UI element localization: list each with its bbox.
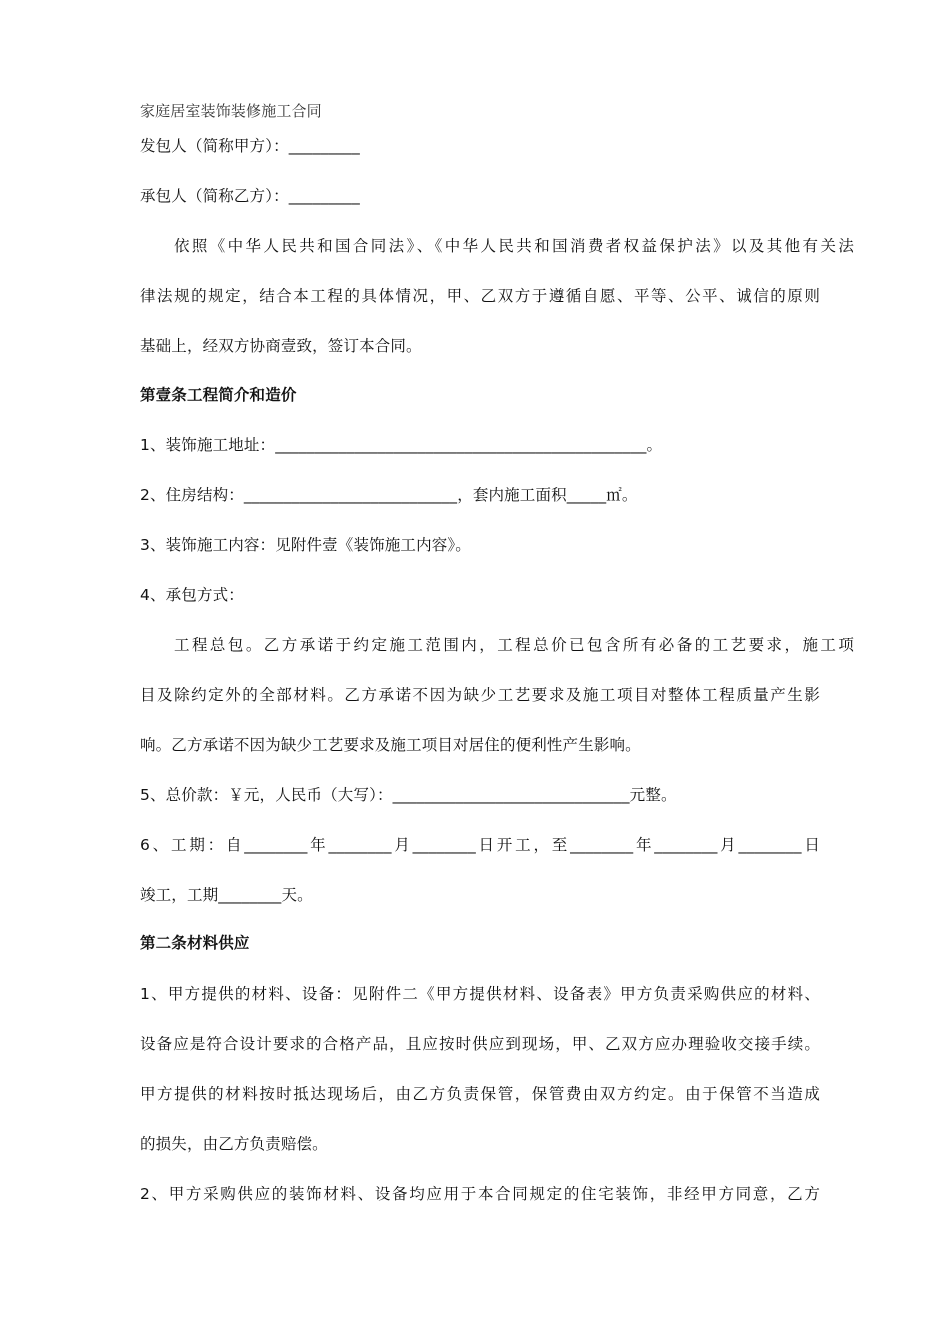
- article-1-item-4-body-2: 目及除约定外的全部材料。乙方承诺不因为缺少工艺要求及施工项目对整体工程质量产生影: [140, 686, 820, 704]
- article-1-item-4-body-1: 工程总包。乙方承诺于约定施工范围内，工程总价已包含所有必备的工艺要求，施工项: [174, 636, 854, 654]
- article-2-item-1-line-1: 1、甲方提供的材料、设备：见附件二《甲方提供材料、设备表》甲方负责采购供应的材料、: [140, 985, 820, 1003]
- article-2-item-1-line-4: 的损失，由乙方负责赔偿。: [140, 1135, 328, 1153]
- article-1-item-4-body-3: 响。乙方承诺不因为缺少工艺要求及施工项目对居住的便利性产生影响。: [140, 736, 641, 754]
- document-title: 家庭居室装饰装修施工合同: [140, 102, 322, 120]
- article-1-item-5: 5、总价款：￥元，人民币（大写）：______________________________元整。: [140, 786, 677, 804]
- article-2-item-2-line-1: 2、甲方采购供应的装饰材料、设备均应用于本合同规定的住宅装饰，非经甲方同意，乙方: [140, 1185, 820, 1203]
- article-1-heading: 第壹条工程简介和造价: [140, 386, 297, 404]
- article-1-item-6-line-2: 竣工，工期________天。: [140, 886, 313, 904]
- preamble-line-1: 依照《中华人民共和国合同法》、《中华人民共和国消费者权益保护法》以及其他有关法: [174, 237, 854, 255]
- article-1-item-6-line-1: 6、工期：自________年________月________日开工，至________年________月________日: [140, 836, 820, 854]
- article-2-item-1-line-2: 设备应是符合设计要求的合格产品，且应按时供应到现场，甲、乙双方应办理验收交接手续。: [140, 1035, 820, 1053]
- preamble-line-2: 律法规的规定，结合本工程的具体情况，甲、乙双方于遵循自愿、平等、公平、诚信的原则: [140, 287, 820, 305]
- article-1-item-4: 4、承包方式：: [140, 586, 244, 604]
- preamble-line-3: 基础上，经双方协商壹致，签订本合同。: [140, 337, 422, 355]
- party-a-line: 发包人（简称甲方）：_________: [140, 137, 360, 155]
- article-1-item-3: 3、装饰施工内容：见附件壹《装饰施工内容》。: [140, 536, 471, 554]
- party-b-line: 承包人（简称乙方）：_________: [140, 187, 360, 205]
- article-2-item-1-line-3: 甲方提供的材料按时抵达现场后，由乙方负责保管，保管费由双方约定。由于保管不当造成: [140, 1085, 820, 1103]
- article-1-item-1: 1、装饰施工地址：_______________________________________________。: [140, 436, 663, 454]
- article-1-item-2: 2、住房结构：___________________________，套内施工面积_____㎡。: [140, 486, 638, 504]
- article-2-heading: 第二条材料供应: [140, 934, 250, 952]
